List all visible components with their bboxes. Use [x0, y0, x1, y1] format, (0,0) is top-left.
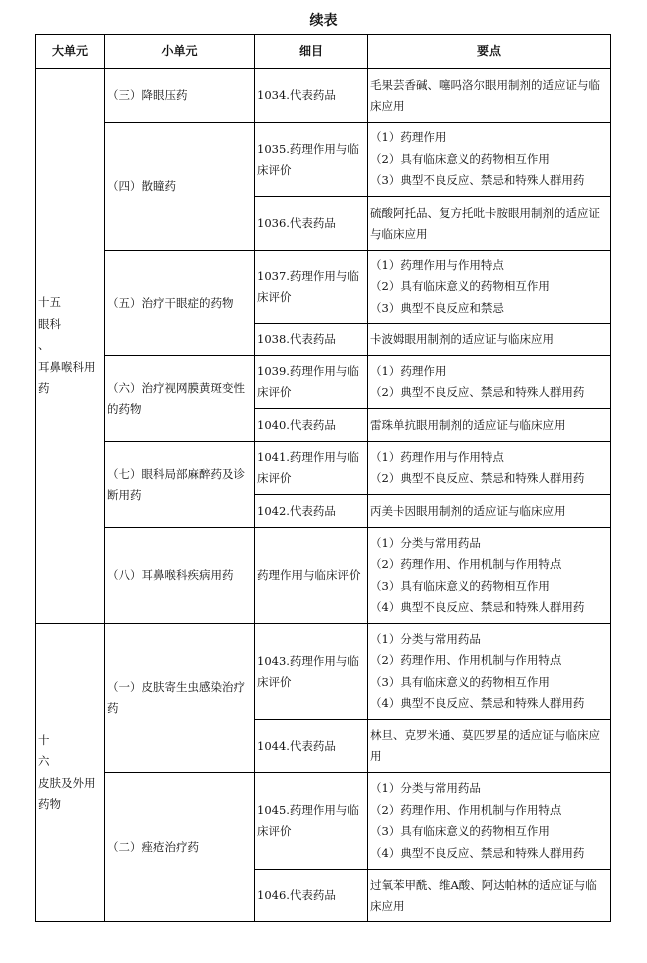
points-cell: 雷珠单抗眼用制剂的适应证与临床应用	[368, 409, 611, 442]
minor-unit: （八）耳鼻喉科疾病用药	[105, 528, 255, 624]
detail-cell: 1034.代表药品	[255, 69, 368, 123]
page-title: 续表	[309, 13, 338, 29]
detail-cell: 1044.代表药品	[255, 720, 368, 773]
syllabus-table	[35, 34, 611, 922]
detail-cell: 1042.代表药品	[255, 495, 368, 528]
detail-cell: 1039.药理作用与临床评价	[255, 356, 368, 409]
points-cell: 硫酸阿托品、复方托吡卡胺眼用制剂的适应证与临床应用	[368, 197, 611, 251]
minor-unit: （一）皮肤寄生虫感染治疗药	[105, 624, 255, 773]
points-cell: （1）分类与常用药品 （2）药理作用、作用机制与作用特点 （3）具有临床意义的药物相互作用 （4）典型不良反应、禁忌和特殊人群用药	[368, 773, 611, 870]
header-minor-unit: 小单元	[105, 35, 255, 69]
detail-cell: 1035.药理作用与临床评价	[255, 123, 368, 197]
minor-unit: （四）散瞳药	[105, 123, 255, 251]
detail-cell: 1043.药理作用与临床评价	[255, 624, 368, 720]
minor-unit: （六）治疗视网膜黄斑变性的药物	[105, 356, 255, 442]
table-row	[36, 251, 611, 324]
points-cell: 林旦、克罗米通、莫匹罗星的适应证与临床应用	[368, 720, 611, 773]
table-row	[36, 442, 611, 495]
table-row	[36, 356, 611, 409]
detail-cell: 1046.代表药品	[255, 870, 368, 922]
points-cell: 丙美卡因眼用制剂的适应证与临床应用	[368, 495, 611, 528]
detail-cell: 1037.药理作用与临床评价	[255, 251, 368, 324]
table-row	[36, 69, 611, 123]
detail-cell: 药理作用与临床评价	[255, 528, 368, 624]
header-key-points: 要点	[368, 35, 611, 69]
minor-unit: （二）痤疮治疗药	[105, 773, 255, 922]
points-cell: 毛果芸香碱、噻吗洛尔眼用制剂的适应证与临床应用	[368, 69, 611, 123]
points-cell: 卡波姆眼用制剂的适应证与临床应用	[368, 324, 611, 356]
header-major-unit: 大单元	[36, 35, 105, 69]
points-cell: （1）药理作用 （2）典型不良反应、禁忌和特殊人群用药	[368, 356, 611, 409]
header-detail: 细目	[255, 35, 368, 69]
table-row	[36, 624, 611, 720]
detail-cell: 1036.代表药品	[255, 197, 368, 251]
table-row	[36, 123, 611, 197]
table-row	[36, 528, 611, 624]
detail-cell: 1040.代表药品	[255, 409, 368, 442]
points-cell: （1）药理作用 （2）具有临床意义的药物相互作用 （3）典型不良反应、禁忌和特殊人群用药	[368, 123, 611, 197]
points-cell: （1）药理作用与作用特点 （2）典型不良反应、禁忌和特殊人群用药	[368, 442, 611, 495]
points-cell: （1）分类与常用药品 （2）药理作用、作用机制与作用特点 （3）具有临床意义的药物相互作用 （4）典型不良反应、禁忌和特殊人群用药	[368, 624, 611, 720]
points-cell: （1）分类与常用药品 （2）药理作用、作用机制与作用特点 （3）具有临床意义的药物相互作用 （4）典型不良反应、禁忌和特殊人群用药	[368, 528, 611, 624]
detail-cell: 1045.药理作用与临床评价	[255, 773, 368, 870]
detail-cell: 1041.药理作用与临床评价	[255, 442, 368, 495]
major-unit-16: 十 六 皮肤及外用 药物	[36, 624, 105, 922]
minor-unit: （五）治疗干眼症的药物	[105, 251, 255, 356]
table-row	[36, 773, 611, 870]
minor-unit: （七）眼科局部麻醉药及诊断用药	[105, 442, 255, 528]
major-unit-15: 十五 眼科 、 耳鼻喉科用 药	[36, 69, 105, 624]
points-cell: 过氧苯甲酰、维A酸、阿达帕林的适应证与临床应用	[368, 870, 611, 922]
minor-unit: （三）降眼压药	[105, 69, 255, 123]
points-cell: （1）药理作用与作用特点 （2）具有临床意义的药物相互作用 （3）典型不良反应和禁忌	[368, 251, 611, 324]
header-row	[36, 35, 611, 69]
detail-cell: 1038.代表药品	[255, 324, 368, 356]
